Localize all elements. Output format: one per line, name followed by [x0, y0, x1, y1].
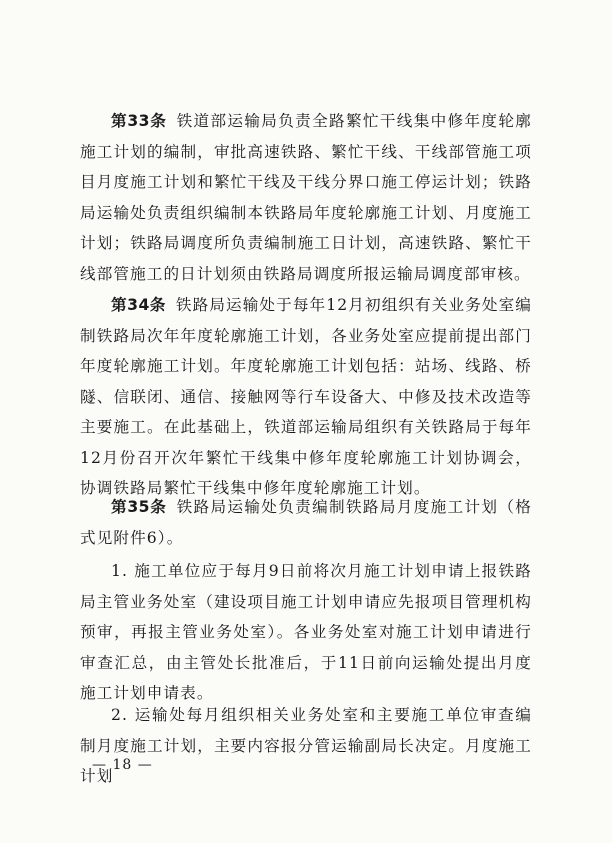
page-number: — 18 — [92, 757, 153, 773]
article-33-paragraph [80, 106, 532, 289]
item-1-paragraph [80, 556, 532, 709]
article-34-paragraph [80, 290, 532, 504]
article-33-label: 第33条 [111, 112, 167, 130]
item-1-text: 1. 施工单位应于每月9日前将次月施工计划申请上报铁路局主管业务处室（建设项目施工计划申请应先报项目管理机构预审，再报主管业务处室）。各业务处室对施工计划申请进行审查汇总，由主管处长批准后，于11日前向运输处提出月度施工计划申请表。 [80, 562, 532, 702]
article-35-paragraph [80, 492, 532, 553]
article-33-text: 铁道部运输局负责全路繁忙干线集中修年度轮廓施工计划的编制，审批高速铁路、繁忙干线、干线部管施工项目月度施工计划和繁忙干线及干线分界口施工停运计划；铁路局运输处负责组织编制本铁路局年度轮廓施工计划、月度施工计划；铁路局调度所负责编制施工日计划，高速铁路、繁忙干线部管施工的日计划须由铁路局调度所报运输局调度部审核。 [80, 112, 532, 283]
article-34-text: 铁路局运输处于每年12月初组织有关业务处室编制铁路局次年年度轮廓施工计划，各业务处室应提前提出部门年度轮廓施工计划。年度轮廓施工计划包括：站场、线路、桥隧、信联闭、通信、接触网等行车设备大、中修及技术改造等主要施工。在此基础上，铁道部运输局组织有关铁路局于每年12月份召开次年繁忙干线集中修年度轮廓施工计划协调会，协调铁路局繁忙干线集中修年度轮廓施工计划。 [80, 296, 533, 497]
item-2-text: 2. 运输处每月组织相关业务处室和主要施工单位审查编制月度施工计划，主要内容报分管运输副局长决定。月度施工计划 [80, 706, 532, 785]
article-35-label: 第35条 [111, 498, 167, 516]
article-34-label: 第34条 [111, 296, 166, 314]
article-35-text: 铁路局运输处负责编制铁路局月度施工计划（格式见附件6）。 [80, 498, 532, 547]
item-2-paragraph [80, 700, 532, 792]
